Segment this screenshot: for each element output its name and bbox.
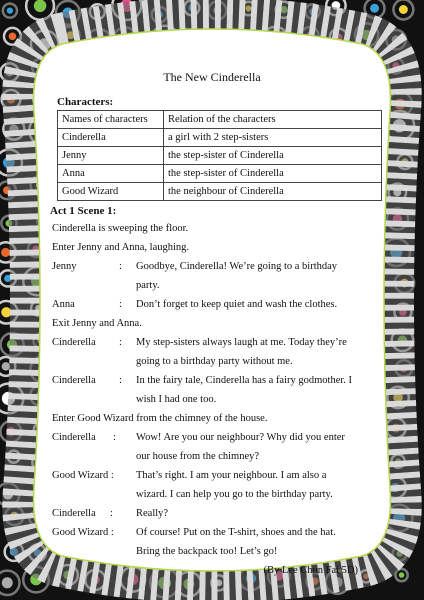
characters-table	[57, 110, 382, 201]
table-cell: Anna	[58, 165, 164, 183]
dialogue-text: Really?	[136, 508, 169, 519]
dialogue-continuation: wish I had one too.	[136, 394, 217, 405]
table-cell: the neighbour of Cinderella	[164, 183, 382, 201]
table-cell: a girl with 2 step-sisters	[164, 129, 382, 147]
scene-heading: Act 1 Scene 1:	[50, 205, 117, 217]
dialogue-text: That’s right. I am your neighbour. I am also a	[136, 470, 327, 481]
characters-heading: Characters:	[57, 96, 114, 108]
speaker-colon: :	[110, 508, 113, 519]
speaker-name: Cinderella	[52, 432, 96, 443]
stage-direction: Enter Good Wizard from the chimney of the house.	[52, 413, 268, 424]
dialogue-text: Don’t forget to keep quiet and wash the clothes.	[136, 299, 338, 310]
dialogue-continuation: going to a birthday party without me.	[136, 356, 293, 367]
dialogue-continuation: Bring the backpack too! Let’s go!	[136, 546, 278, 557]
speaker-name: Good Wizard :	[52, 470, 114, 481]
table-cell: Cinderella	[58, 129, 164, 147]
dialogue-text: Goodbye, Cinderella! We’re going to a birthday	[136, 261, 338, 272]
table-header-cell: Relation of the characters	[164, 111, 382, 129]
speaker-colon: :	[119, 299, 122, 310]
stage-direction: Cinderella is sweeping the floor.	[52, 223, 189, 234]
speaker-name: Cinderella	[52, 508, 96, 519]
table-row	[58, 165, 382, 183]
stage-direction: Enter Jenny and Anna, laughing.	[52, 242, 190, 253]
dialogue-text: Of course! Put on the T-shirt, shoes and the hat.	[136, 527, 336, 538]
dialogue-continuation: wizard. I can help you go to the birthday party.	[136, 489, 333, 500]
table-cell: the step-sister of Cinderella	[164, 165, 382, 183]
speaker-colon: :	[113, 432, 116, 443]
table-header-row	[58, 111, 382, 129]
dialogue-text: My step-sisters always laugh at me. Today they’re	[136, 337, 347, 348]
speaker-name: Cinderella	[52, 375, 96, 386]
speaker-name: Good Wizard :	[52, 527, 114, 538]
table-header-cell: Names of characters	[58, 111, 164, 129]
table-cell: the step-sister of Cinderella	[164, 147, 382, 165]
author-credit: (By Lee Chun Fai 5D)	[263, 565, 358, 576]
speaker-colon: :	[119, 337, 122, 348]
dialogue-continuation: our house from the chimney?	[136, 451, 260, 462]
table-cell: Good Wizard	[58, 183, 164, 201]
document-title: The New Cinderella	[163, 70, 261, 84]
dialogue-continuation: party.	[136, 280, 160, 291]
table-row	[58, 147, 382, 165]
speaker-name: Anna	[52, 299, 75, 310]
table-cell: Jenny	[58, 147, 164, 165]
speaker-name: Jenny	[52, 261, 77, 272]
stage-direction: Exit Jenny and Anna.	[52, 318, 142, 329]
table-row	[58, 129, 382, 147]
table-row	[58, 183, 382, 201]
speaker-name: Cinderella	[52, 337, 96, 348]
dialogue-text: Wow! Are you our neighbour? Why did you enter	[136, 432, 345, 443]
speaker-colon: :	[119, 261, 122, 272]
speaker-colon: :	[119, 375, 122, 386]
dialogue-text: In the fairy tale, Cinderella has a fairy godmother. I	[136, 375, 353, 386]
